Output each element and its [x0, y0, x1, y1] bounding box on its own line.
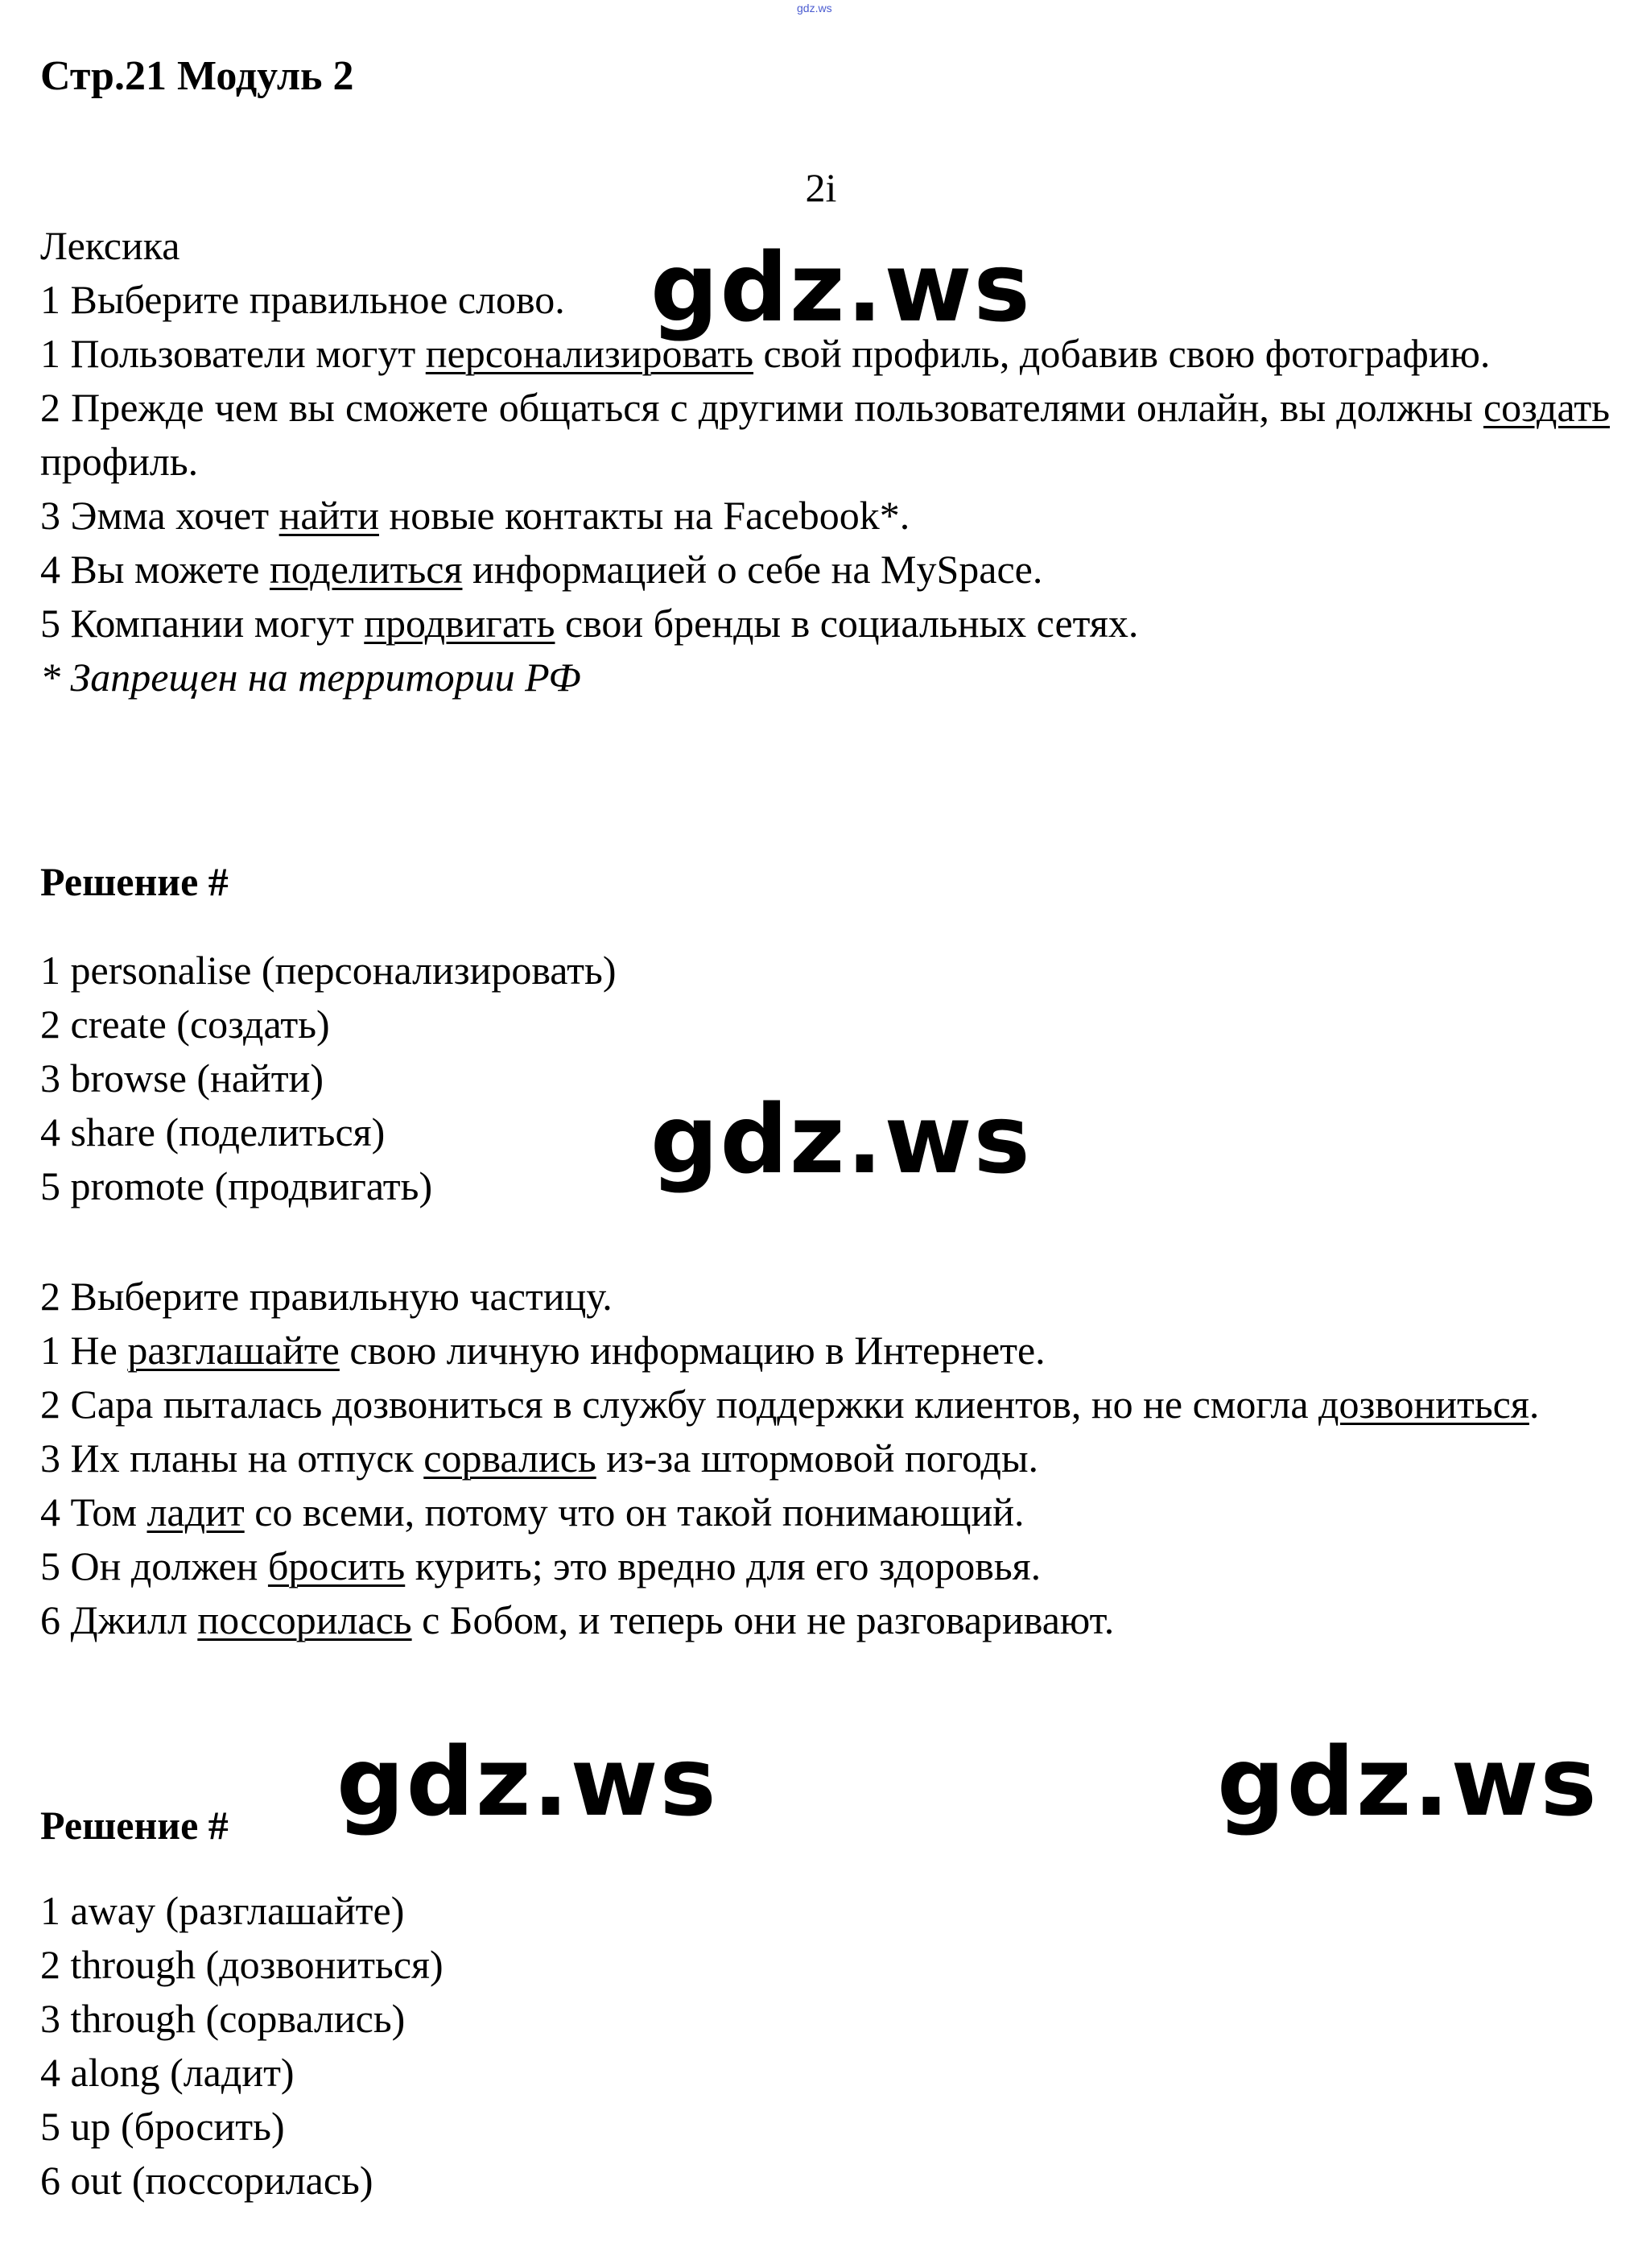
underlined-word: поделиться	[269, 547, 463, 592]
watermark-logo: gdz.ws	[336, 1726, 718, 1837]
answer-line: 3 through (сорвались)	[40, 1996, 406, 2041]
underlined-word: персонализировать	[425, 331, 754, 376]
solution-title: Решение #	[40, 859, 229, 904]
underlined-word: создать	[1483, 385, 1610, 430]
watermark-small: gdz.ws	[797, 2, 832, 14]
exercise-1-item: 1 Пользователи могут персонализировать свой профиль, добавив свою фотографию.	[40, 331, 1491, 376]
answer-line: 1 personalise (персонализировать)	[40, 948, 617, 993]
topic-heading: Лексика	[40, 223, 180, 268]
answer-line: 2 through (дозвониться)	[40, 1942, 444, 1987]
exercise-1-item: 2 Прежде чем вы сможете общаться с другими пользователями онлайн, вы должны создать профиль.	[40, 385, 1610, 484]
underlined-word: ладит	[146, 1489, 245, 1535]
underlined-word: бросить	[267, 1543, 406, 1588]
exercise-1-item: 5 Компании могут продвигать свои бренды в социальных сетях.	[40, 601, 1139, 646]
exercise-1-item: 3 Эмма хочет найти новые контакты на Facebook*.	[40, 493, 910, 538]
exercise-1-instruction: 1 Выберите правильное слово.	[40, 277, 565, 322]
underlined-word: поссорилась	[197, 1597, 412, 1642]
answer-line: 4 along (ладит)	[40, 2050, 295, 2095]
answer-line: 1 away (разглашайте)	[40, 1888, 405, 1933]
exercise-2	[40, 1270, 1610, 1647]
answer-line: 5 up (бросить)	[40, 2104, 285, 2149]
exercise-1-item: 4 Вы можете поделиться информацией о себе на MySpace.	[40, 547, 1043, 592]
section-code: 2i	[805, 165, 837, 210]
exercise-2-item: 1 Не разглашайте свою личную информацию в Интернете.	[40, 1328, 1046, 1373]
underlined-word: сорвались	[423, 1436, 596, 1481]
exercise-2-item: 3 Их планы на отпуск сорвались из-за штормовой погоды.	[40, 1436, 1039, 1481]
watermark-logo: gdz.ws	[650, 232, 1032, 343]
answer-line: 2 create (создать)	[40, 1002, 330, 1047]
exercise-2-answers	[40, 1884, 1610, 2208]
solution-title: Решение #	[40, 1803, 229, 1848]
watermark-logo: gdz.ws	[1217, 1726, 1599, 1837]
watermark-logo: gdz.ws	[650, 1084, 1032, 1195]
page-header: Стр.21 Модуль 2	[40, 53, 354, 99]
exercise-2-item: 4 Том ладит со всеми, потому что он такой понимающий.	[40, 1489, 1025, 1535]
answer-line: 4 share (поделиться)	[40, 1109, 386, 1155]
exercise-2-item: 6 Джилл поссорилась с Бобом, и теперь они не разговаривают.	[40, 1597, 1115, 1642]
answer-line: 5 promote (продвигать)	[40, 1163, 433, 1208]
exercise-2-instruction: 2 Выберите правильную частицу.	[40, 1274, 613, 1319]
underlined-word: продвигать	[364, 601, 555, 646]
underlined-word: найти	[278, 493, 379, 538]
exercise-2-item: 5 Он должен бросить курить; это вредно для его здоровья.	[40, 1543, 1042, 1588]
answer-line: 6 out (поссорилась)	[40, 2158, 373, 2203]
answer-line: 3 browse (найти)	[40, 1056, 324, 1101]
exercise-2-item: 2 Сара пыталась дозвониться в службу поддержки клиентов, но не смогла дозвониться.	[40, 1382, 1540, 1427]
footnote: * Запрещен на территории РФ	[40, 655, 581, 700]
underlined-word: дозвониться	[1318, 1382, 1529, 1427]
underlined-word: разглашайте	[127, 1328, 340, 1373]
